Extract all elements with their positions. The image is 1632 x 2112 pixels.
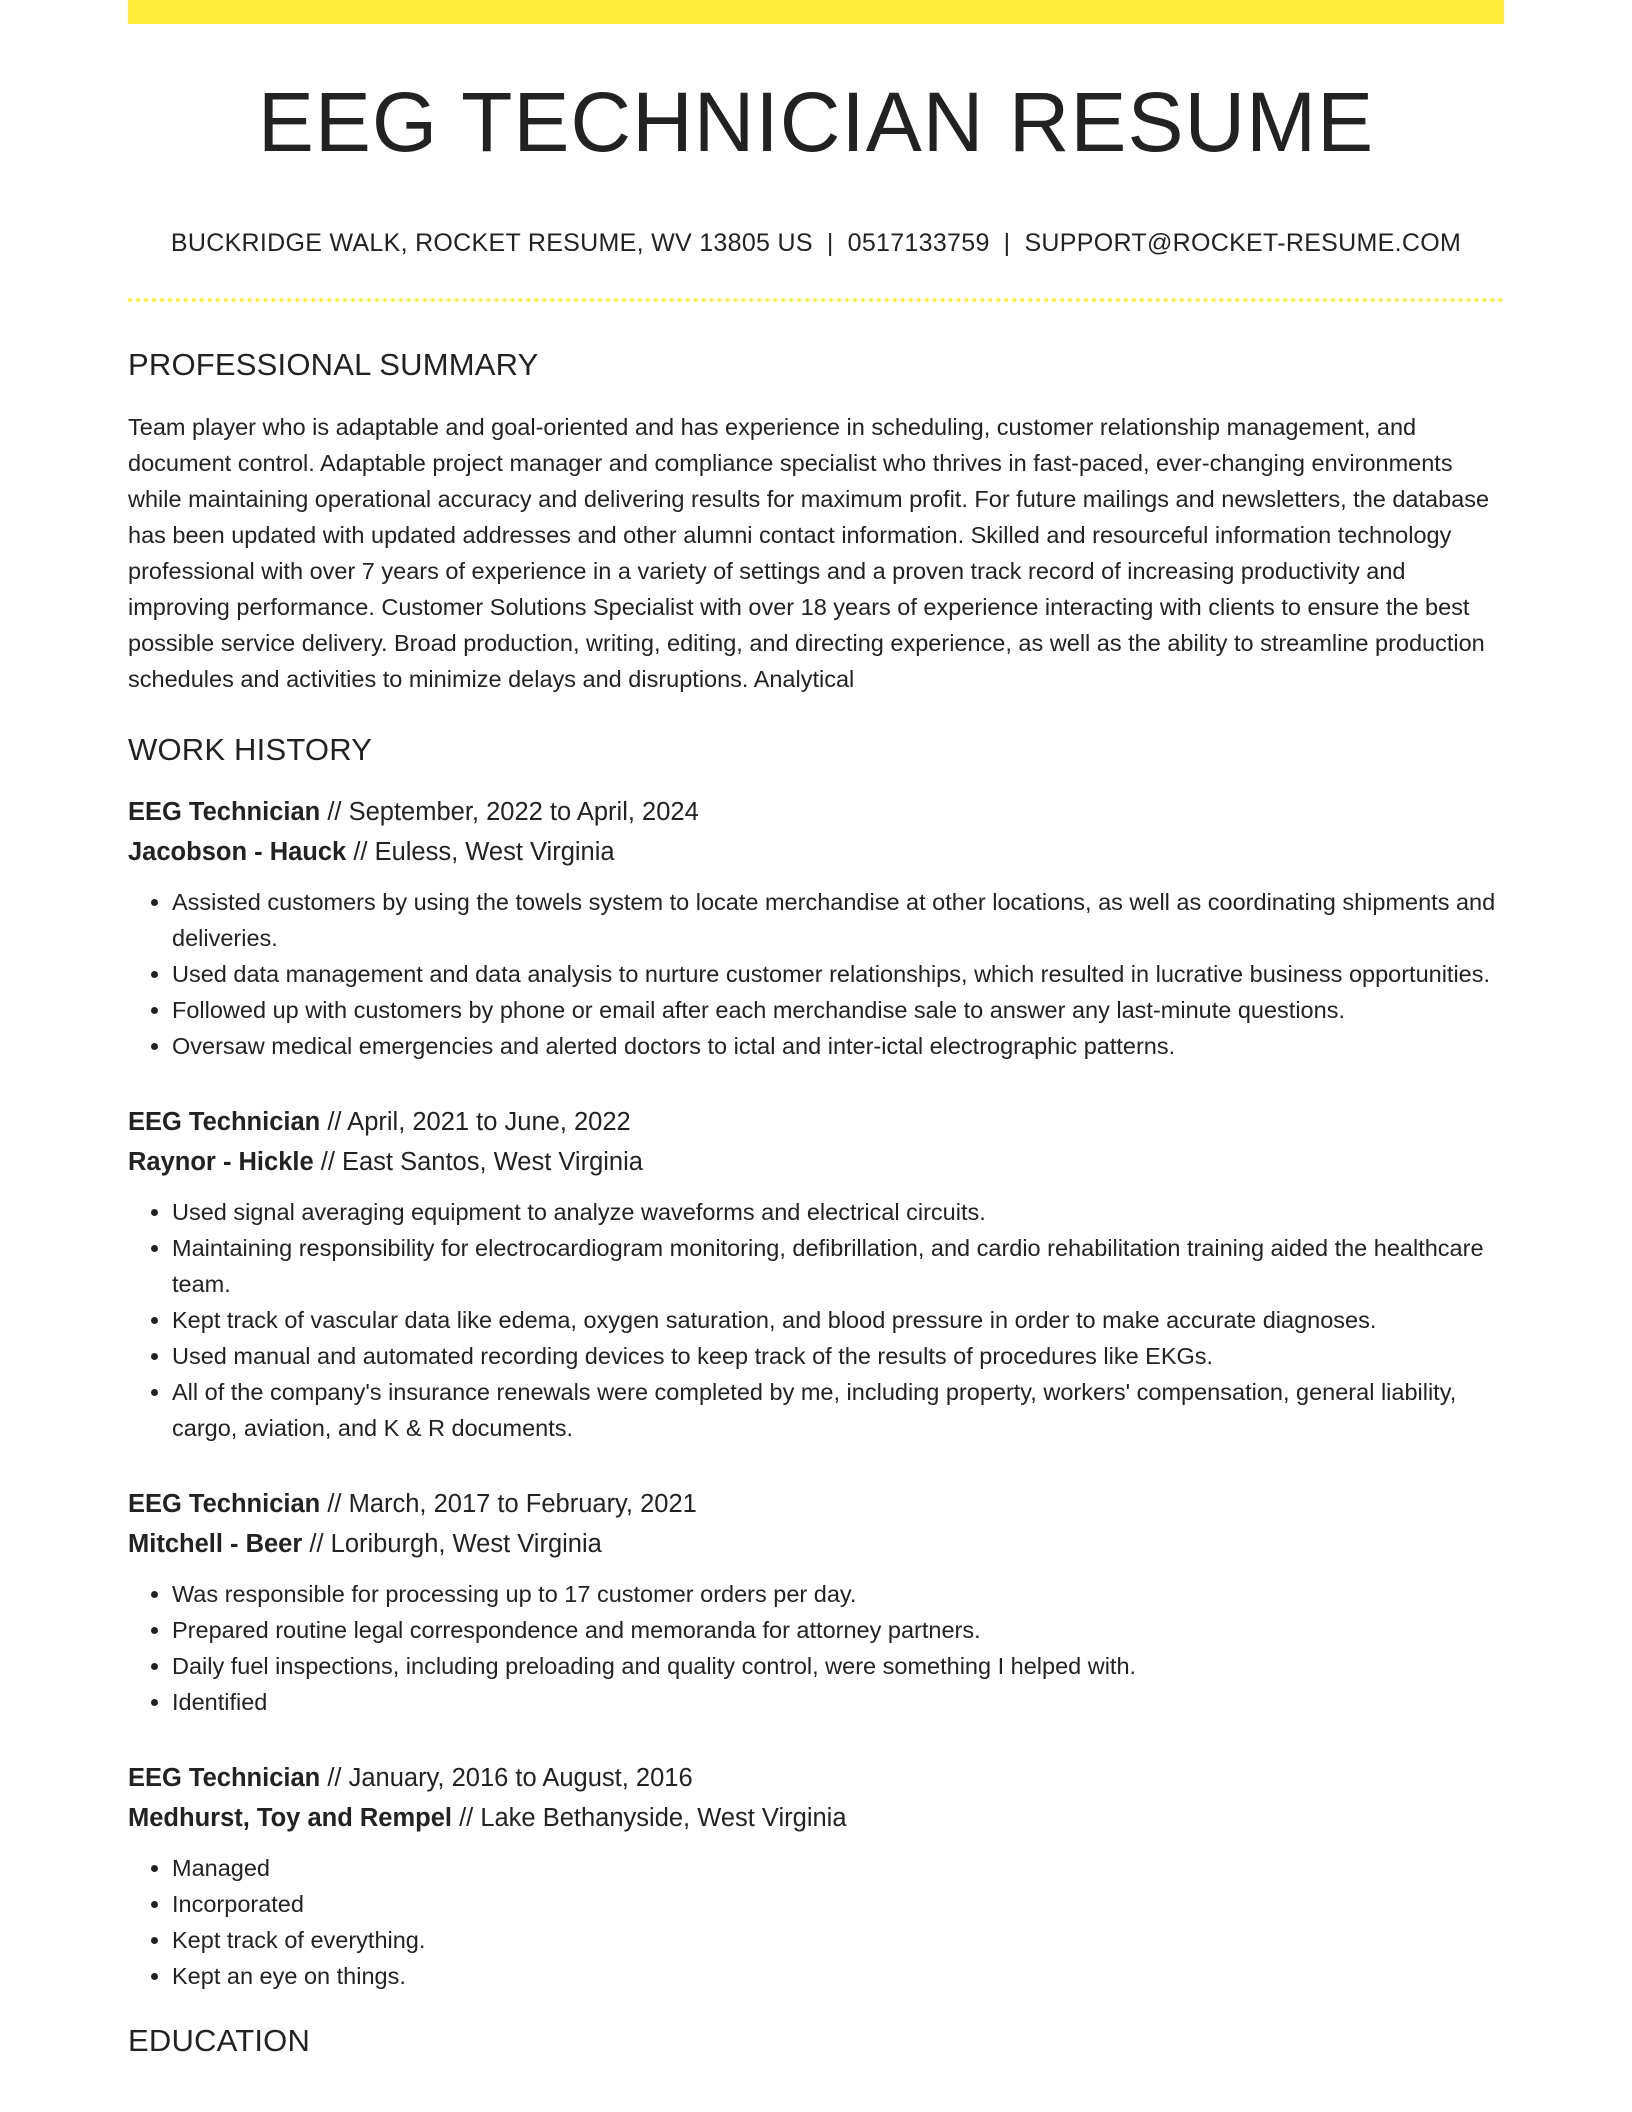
job-entry <box>128 1758 1504 1994</box>
job-bullet: • Kept track of vascular data like edema, oxygen saturation, and blood pressure in order to make accurate diagnoses. <box>172 1302 1504 1338</box>
job-bullet: • Followed up with customers by phone or email after each merchandise sale to answer any last-minute questions. <box>172 992 1504 1028</box>
job-entry <box>128 1484 1504 1720</box>
contact-email: SUPPORT@ROCKET-RESUME.COM <box>1024 229 1462 257</box>
job-bullet: • Used data management and data analysis to nurture customer relationships, which resulted in lucrative business opportunities. <box>172 956 1504 992</box>
contact-line <box>128 228 1504 258</box>
job-entry <box>128 792 1504 1064</box>
work-history-heading: WORK HISTORY <box>128 732 373 768</box>
resume-page <box>128 0 1504 2112</box>
job-dates: // September, 2022 to April, 2024 <box>320 798 699 827</box>
job-dates: // January, 2016 to August, 2016 <box>320 1764 693 1793</box>
contact-phone: 0517133759 <box>847 229 990 257</box>
job-dates: // April, 2021 to June, 2022 <box>320 1108 631 1137</box>
job-company: Raynor - Hickle <box>128 1148 314 1177</box>
dotted-divider <box>128 298 1504 302</box>
job-company-line <box>128 1524 1504 1564</box>
work-history-list <box>128 792 1504 1994</box>
job-company-line <box>128 1142 1504 1182</box>
job-company-line <box>128 832 1504 872</box>
job-bullet: • Maintaining responsibility for electrocardiogram monitoring, defibrillation, and cardio rehabilitation training aided the healthcare team. <box>172 1230 1504 1302</box>
job-bullet: • All of the company's insurance renewals were completed by me, including property, workers' compensation, general liability, cargo, aviation, and K & R documents. <box>172 1374 1504 1446</box>
job-bullet: • Assisted customers by using the towels system to locate merchandise at other locations, as well as coordinating shipments and deliveries. <box>172 884 1504 956</box>
job-location: // East Santos, West Virginia <box>313 1148 643 1177</box>
job-bullets <box>128 1194 1504 1446</box>
job-bullet: • Managed <box>172 1850 1504 1886</box>
job-bullet: • Incorporated <box>172 1886 1504 1922</box>
contact-separator: | <box>826 229 834 257</box>
job-title-line <box>128 1484 1504 1524</box>
contact-separator: | <box>1003 229 1011 257</box>
job-company: Jacobson - Hauck <box>128 838 347 867</box>
job-bullets <box>128 1850 1504 1994</box>
job-entry <box>128 1102 1504 1446</box>
job-title: EEG Technician <box>128 1764 321 1793</box>
job-bullet: • Was responsible for processing up to 17 customer orders per day. <box>172 1576 1504 1612</box>
job-bullet: • Prepared routine legal correspondence and memoranda for attorney partners. <box>172 1612 1504 1648</box>
job-company: Medhurst, Toy and Rempel <box>128 1804 452 1833</box>
job-company: Mitchell - Beer <box>128 1530 303 1559</box>
contact-address: BUCKRIDGE WALK, ROCKET RESUME, WV 13805 US <box>170 229 813 257</box>
job-bullet: • Kept track of everything. <box>172 1922 1504 1958</box>
job-title: EEG Technician <box>128 798 321 827</box>
job-title-line <box>128 1758 1504 1798</box>
job-title-line <box>128 1102 1504 1142</box>
job-location: // Lake Bethanyside, West Virginia <box>451 1804 847 1833</box>
job-bullet: • Identified <box>172 1684 1504 1720</box>
job-bullet: • Used signal averaging equipment to analyze waveforms and electrical circuits. <box>172 1194 1504 1230</box>
job-bullets <box>128 1576 1504 1720</box>
job-location: // Euless, West Virginia <box>346 838 615 867</box>
top-accent-bar <box>128 0 1504 24</box>
job-bullet: • Kept an eye on things. <box>172 1958 1504 1994</box>
resume-title: EEG TECHNICIAN RESUME <box>257 75 1375 169</box>
job-bullets <box>128 884 1504 1064</box>
job-dates: // March, 2017 to February, 2021 <box>320 1490 697 1519</box>
job-title: EEG Technician <box>128 1108 321 1137</box>
job-title: EEG Technician <box>128 1490 321 1519</box>
job-title-line <box>128 792 1504 832</box>
education-heading: EDUCATION <box>128 2023 311 2059</box>
job-bullet: • Daily fuel inspections, including preloading and quality control, were something I helped with. <box>172 1648 1504 1684</box>
summary-text: Team player who is adaptable and goal-oriented and has experience in scheduling, customer relationship management, and document control. Adaptable project manager and compliance specialist who thrives in fast-paced, ever-changing environments while maintaining operational accuracy and delivering results for maximum profit. For future mailings and newsletters, the database has been updated with updated addresses and other alumni contact information. Skilled and resourceful information technology professional with over 7 years of experience in a variety of settings and a proven track record of increasing productivity and improving performance. Customer Solutions Specialist with over 18 years of experience interacting with clients to ensure the best possible service delivery. Broad production, writing, editing, and directing experience, as well as the ability to streamline production schedules and activities to minimize delays and disruptions. Analytical <box>128 414 1490 693</box>
job-bullet: • Used manual and automated recording devices to keep track of the results of procedures like EKGs. <box>172 1338 1504 1374</box>
job-location: // Loriburgh, West Virginia <box>302 1530 602 1559</box>
job-bullet: • Oversaw medical emergencies and alerted doctors to ictal and inter-ictal electrographic patterns. <box>172 1028 1504 1064</box>
job-company-line <box>128 1798 1504 1838</box>
summary-heading: PROFESSIONAL SUMMARY <box>128 347 539 382</box>
